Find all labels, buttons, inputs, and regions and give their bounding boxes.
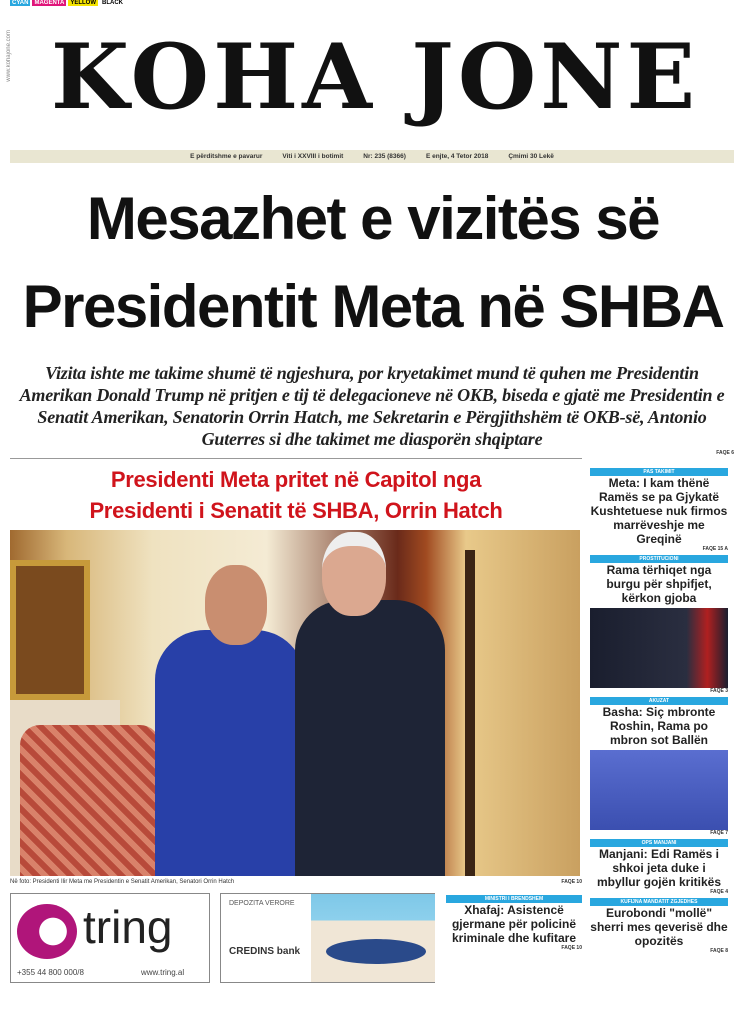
black-swatch: BLACK	[102, 0, 124, 6]
sidebar-story-4[interactable]	[590, 839, 728, 895]
basha-photo	[590, 750, 728, 830]
cyan-swatch: CYAN	[12, 0, 29, 6]
red-headline-line-1: Presidenti Meta pritet në Capitol nga	[110, 467, 482, 492]
bottom-row	[10, 893, 582, 985]
story-title: Manjani: Edi Ramës i shkoi jeta duke i mbyllur gojën kritikës	[596, 847, 722, 889]
magenta-swatch: MAGENTA	[34, 0, 65, 6]
tring-logo-icon	[17, 904, 77, 959]
story-kicker: PROSTITUCIONI	[590, 555, 728, 563]
red-headline	[10, 464, 582, 526]
bottom-story-title: Xhafaj: Asistencë gjermane për policinë kriminale dhe kufitare	[451, 903, 577, 945]
caption-page-ref: FAQE 10	[561, 879, 582, 885]
bottom-story[interactable]	[446, 895, 582, 951]
credins-title: DEPOZITA VERORE	[229, 900, 295, 907]
rama-photo	[590, 608, 728, 688]
armchair	[20, 725, 160, 876]
tring-phone: +355 44 800 000/8	[17, 968, 84, 977]
story-page: FAQE 7	[710, 830, 728, 836]
headline-line-2: Presidentit Meta në SHBA	[22, 273, 724, 340]
person-left	[155, 630, 305, 876]
story-title: Basha: Siç mbronte Roshin, Rama po mbron sot Ballën	[602, 705, 716, 747]
story-page: FAQE 4	[710, 889, 728, 895]
info-bar	[10, 150, 734, 163]
caption-text: Në foto: Presidenti Ilir Meta me Presidentin e Senatit Amerikan, Senatori Orrin Hatch	[10, 879, 235, 885]
photo-caption	[10, 878, 582, 887]
story-page: FAQE 3	[710, 688, 728, 694]
info-tagline: E përditshme e pavarur	[190, 153, 263, 160]
main-photo	[10, 530, 580, 876]
story-kicker: AKUZAT	[590, 697, 728, 705]
masthead: KOHA JONE	[50, 24, 700, 130]
story-title: Eurobondi "mollë" sherri mes qeverisë dhe opozitës	[590, 906, 728, 948]
sidebar-story-1[interactable]	[590, 468, 728, 552]
person-right	[295, 600, 445, 876]
sidebar-story-2[interactable]	[590, 555, 728, 694]
site-url: www.kohajone.com	[6, 30, 12, 82]
tring-url: www.tring.al	[141, 968, 185, 977]
lead-page-ref: FAQE 6	[716, 450, 734, 456]
divider	[10, 458, 582, 459]
ad-image	[311, 894, 435, 982]
headline-line-1: Mesazhet e vizitës së	[86, 185, 660, 252]
bottom-story-kicker: MINISTRI I BRENDSHEM	[446, 895, 582, 903]
lead-paragraph: Vizita ishte me takime shumë të ngjeshura, por kryetakimet mund të quhen me Presidentin Amerikan Donald Trump në pritjen e tij të delegacioneve në OKB, biseda e gjatë me Presidentin e Senatit Amerikan, Senatorin Orrin Hatch, me Sekretarin e Përgjithshëm të OKB-së, Antonio Guterres si dhe takimet me diasporën shqiptare	[19, 363, 725, 449]
color-registration-bar	[10, 0, 125, 6]
info-issue: Nr: 235 (8366)	[363, 153, 406, 160]
coat-stand	[465, 550, 475, 876]
credins-brand: CREDINS bank	[229, 946, 301, 957]
story-kicker: KUFIJNA MANDATIT ZGJEDHES	[590, 898, 728, 906]
sidebar-story-3[interactable]	[590, 697, 728, 836]
tring-ad[interactable]	[10, 893, 210, 983]
bottom-story-page: FAQE 10	[561, 945, 582, 951]
sidebar	[590, 468, 728, 954]
story-title: Meta: I kam thënë Ramës se pa Gjykatë Kushtetuese nuk firmos marrëveshje me Greqinë	[590, 476, 728, 546]
painting	[10, 560, 90, 700]
trampoline	[326, 939, 426, 964]
info-price: Çmimi 30 Lekë	[508, 153, 554, 160]
person-right-face	[322, 532, 386, 616]
tring-brand: tring	[83, 901, 173, 953]
info-year: Viti i XXVIII i botimit	[282, 153, 344, 160]
sidebar-story-5[interactable]	[590, 898, 728, 954]
story-page: FAQE 8	[710, 948, 728, 954]
info-date: E enjte, 4 Tetor 2018	[425, 153, 489, 160]
red-headline-line-2: Presidenti i Senatit të SHBA, Orrin Hatch	[89, 498, 503, 523]
person-left-face	[205, 565, 267, 645]
yellow-swatch: YELLOW	[70, 0, 97, 6]
story-kicker: PAS TAKIMIT	[590, 468, 728, 476]
story-page: FAQE 15 A	[702, 546, 728, 552]
credins-ad[interactable]	[220, 893, 435, 983]
story-title: Rama tërhiqet nga burgu për shpifjet, kërkon gjoba	[606, 563, 712, 605]
story-kicker: OPS MANJANI	[590, 839, 728, 847]
